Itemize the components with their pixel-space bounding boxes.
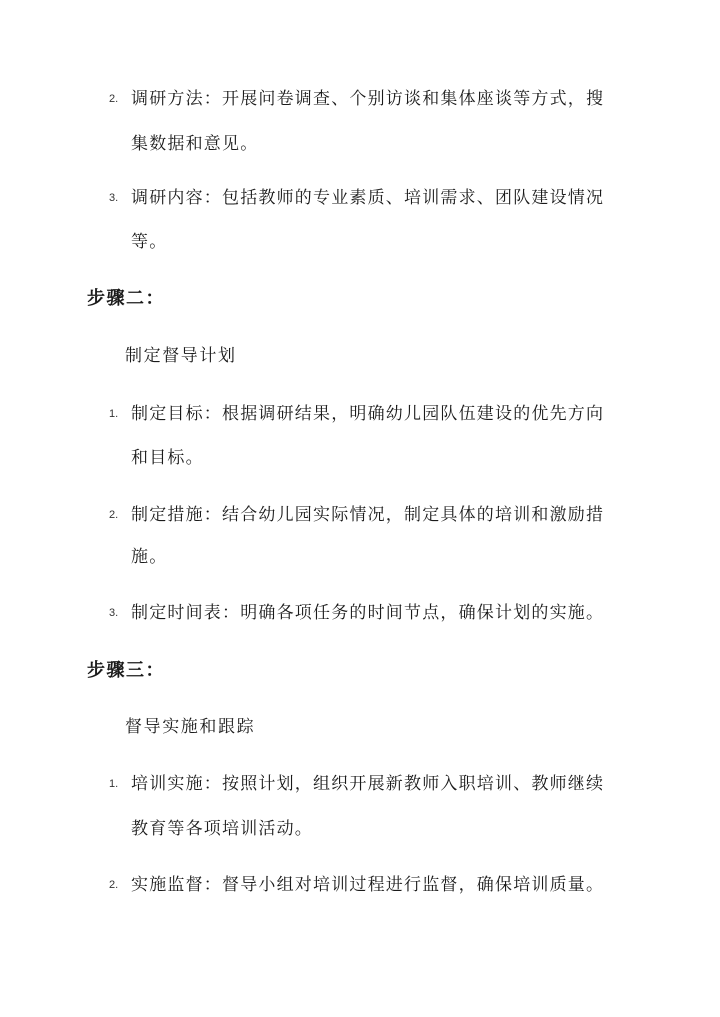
list-item-text-continued: 等。	[131, 232, 168, 252]
list-item-text: 调研内容：包括教师的专业素质、培训需求、团队建设情况	[131, 188, 605, 208]
list-item-text-continued: 集数据和意见。	[131, 134, 259, 154]
list-item-text: 调研方法：开展问卷调查、个别访谈和集体座谈等方式，搜	[131, 89, 605, 109]
list-number: 1.	[109, 778, 119, 790]
list-item-text: 培训实施：按照计划，组织开展新教师入职培训、教师继续	[131, 774, 605, 794]
list-number: 2.	[109, 879, 119, 891]
list-item-text-continued: 施。	[131, 547, 168, 567]
list-item-text-continued: 和目标。	[131, 448, 204, 468]
list-item-text: 制定时间表：明确各项任务的时间节点，确保计划的实施。	[131, 603, 605, 623]
step-heading: 步骤二：	[87, 288, 165, 309]
list-number: 2.	[109, 93, 119, 105]
step-heading: 步骤三：	[87, 660, 165, 681]
list-number: 1.	[109, 408, 119, 420]
list-item-text: 制定目标：根据调研结果，明确幼儿园队伍建设的优先方向	[131, 404, 605, 424]
list-number: 3.	[109, 607, 119, 619]
step-subtitle: 督导实施和跟踪	[125, 717, 256, 737]
list-number: 2.	[109, 509, 119, 521]
list-number: 3.	[109, 192, 119, 204]
list-item-text: 制定措施：结合幼儿园实际情况，制定具体的培训和激励措	[131, 505, 605, 525]
list-item-text: 实施监督：督导小组对培训过程进行监督，确保培训质量。	[131, 875, 605, 895]
list-item-text-continued: 教育等各项培训活动。	[131, 819, 313, 839]
step-subtitle: 制定督导计划	[125, 346, 237, 366]
